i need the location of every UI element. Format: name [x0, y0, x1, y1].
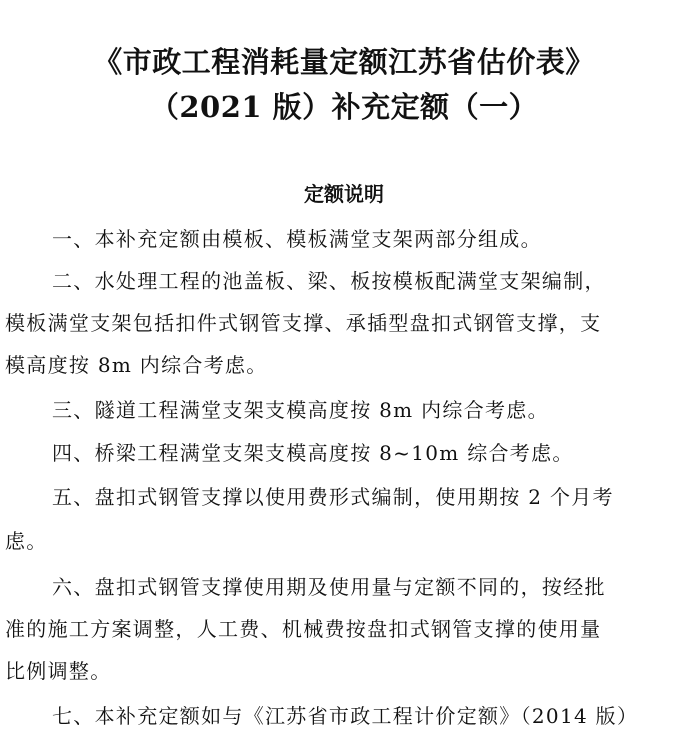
section-heading: 定额说明	[304, 182, 384, 206]
paragraph-2-line-3: 模高度按 8m 内综合考虑。	[5, 353, 268, 377]
paragraph-6-line-1: 六、盘扣式钢管支撑使用期及使用量与定额不同的，按经批	[52, 575, 606, 599]
paragraph-7-line-1: 七、本补充定额如与《江苏省市政工程计价定额》（2014 版）	[52, 704, 639, 728]
paragraph-2-line-1: 二、水处理工程的池盖板、梁、板按模板配满堂支架编制，	[52, 269, 606, 293]
paragraph-5-line-1: 五、盘扣式钢管支撑以使用费形式编制，使用期按 2 个月考	[52, 485, 614, 509]
paragraph-6-line-3: 比例调整。	[5, 659, 112, 683]
document-title-line-2: （2021 版）补充定额（一）	[149, 90, 539, 124]
paragraph-2-line-2: 模板满堂支架包括扣件式钢管支撑、承插型盘扣式钢管支撑，支	[5, 311, 602, 335]
paragraph-6-line-2: 准的施工方案调整，人工费、机械费按盘扣式钢管支撑的使用量	[5, 617, 602, 641]
paragraph-4-line-1: 四、桥梁工程满堂支架支模高度按 8~10m 综合考虑。	[52, 441, 574, 465]
paragraph-3-line-1: 三、隧道工程满堂支架支模高度按 8m 内综合考虑。	[52, 398, 549, 422]
paragraph-1-line-1: 一、本补充定额由模板、模板满堂支架两部分组成。	[52, 227, 542, 251]
paragraph-5-line-2: 虑。	[5, 529, 48, 553]
document-title-line-1: 《市政工程消耗量定额江苏省估价表》	[93, 45, 595, 79]
